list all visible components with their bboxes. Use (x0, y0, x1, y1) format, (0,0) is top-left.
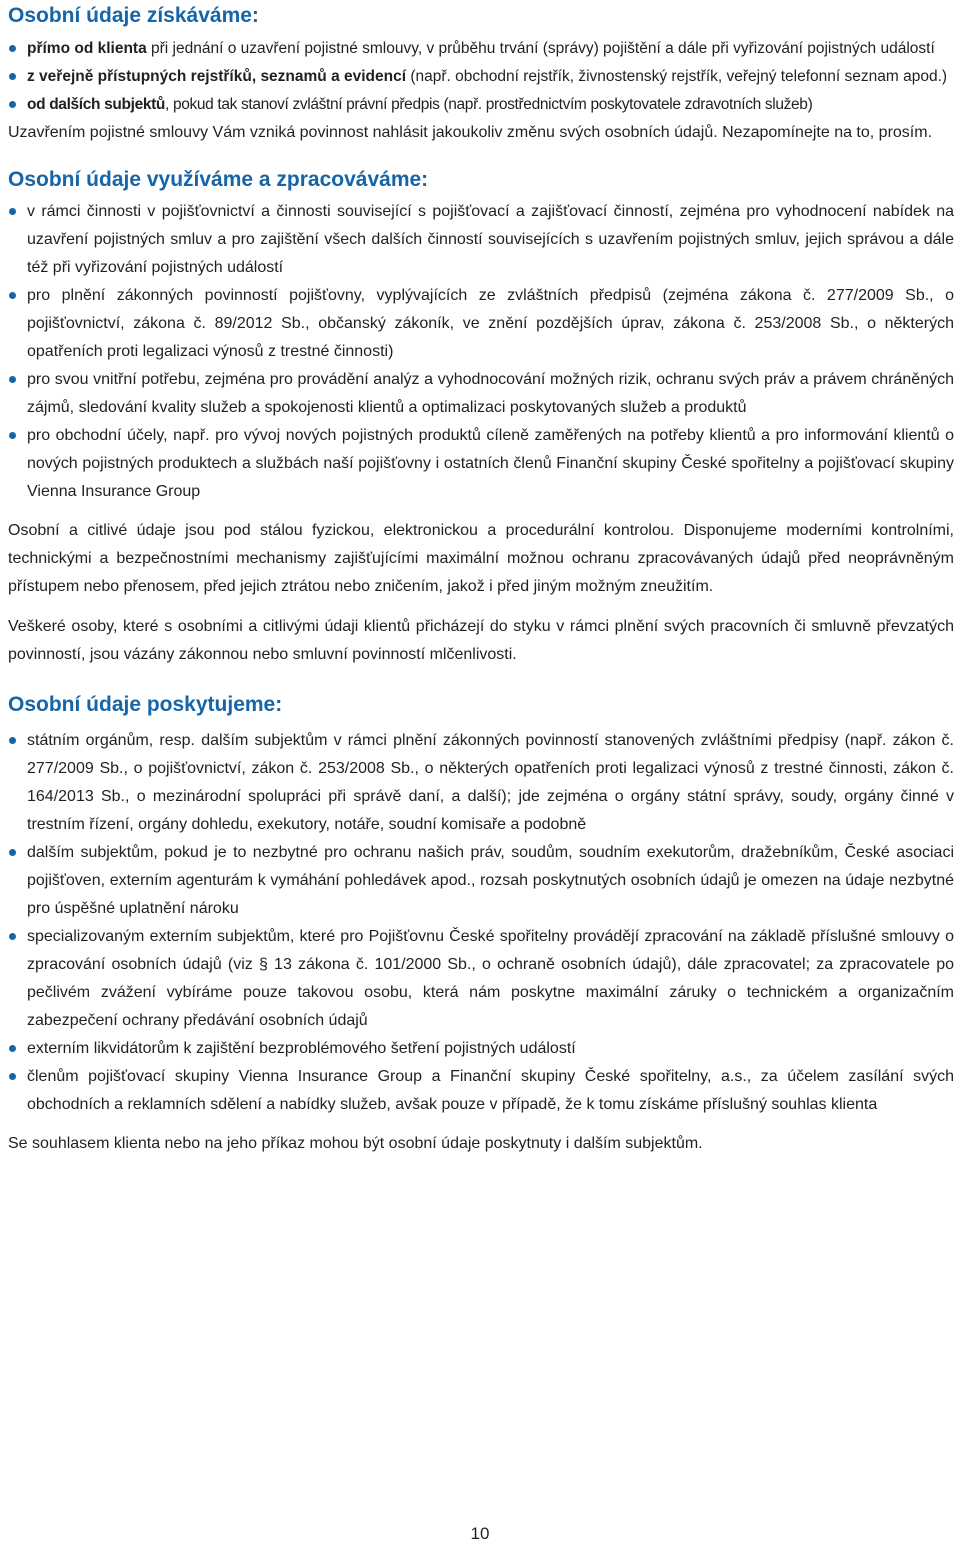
list-item (8, 91, 954, 119)
list-item-text: dalším subjektům, pokud je to nezbytné pro ochranu našich práv, soudům, soudním exekutorům, dražebníkům, České asociaci pojišťoven, externím agenturám k vymáhání pohledávek apod., rozsah poskytnutých osobních údajů je omezen na údaje nezbytné pro úspěšné uplatnění nároku (27, 844, 954, 917)
list-item-text: v rámci činnosti v pojišťovnictví a činnosti související s pojišťovací a zajišťovací činností, zejména pro vyhodnocení nabídek na uzavření pojistných smluv a pro zajištění všech dalších činností souvisejících s uzavřením pojistných smluv, jejich správou a dále též při vyřizování pojistných událostí (27, 203, 954, 276)
confidentiality-paragraph: Veškeré osoby, které s osobními a citlivými údaji klientů přicházejí do styku v rámci plnění svých pracovních či smluvně převzatých povinností, jsou vázány zákonnou nebo smluvní povinností mlčenlivosti. (8, 618, 954, 663)
section-heading-processing: Osobní údaje využíváme a zpracováváme: (8, 168, 429, 191)
list-item-text: specializovaným externím subjektům, které pro Pojišťovnu České spořitelny provádějí zpracování na základě příslušné smlouvy o zpracování osobních údajů (viz § 13 zákona č. 101/2000 Sb., o ochraně osobních údajů), dále zpracovatel; za zpracovatele po pečlivém zvážení vybíráme pouze takovou osobu, která nám poskytne maximální záruky o technickém a organizačním zabezpečení ochrany předávání osobních údajů (27, 928, 954, 1029)
list-item-emphasis: z veřejně přístupných rejstříků, seznamů a evidencí (27, 68, 407, 85)
list-item-text: pro plnění zákonných povinností pojišťovny, vyplývajících ze zvláštních předpisů (zejména zákona č. 277/2009 Sb., o pojišťovnictví, zákona č. 89/2012 Sb., občanský zákoník, ve znění pozdějších úprav, zákona č. 253/2008 Sb., o některých opatřeních proti legalizaci výnosů z trestné činnosti) (27, 287, 954, 360)
update-obligation-note: Uzavřením pojistné smlouvy Vám vzniká povinnost nahlásit jakoukoliv změnu svých osobních údajů. Nezapomínejte na to, prosím. (8, 124, 933, 141)
bullet-icon (9, 45, 16, 52)
page-number: 10 (470, 1524, 490, 1543)
list-item (8, 1063, 954, 1119)
document-page (8, 0, 954, 1158)
disclosure-recipients-list (8, 727, 954, 1119)
list-item (8, 35, 954, 63)
list-item (8, 1035, 954, 1063)
bullet-icon (9, 1045, 16, 1052)
list-item-text: pro obchodní účely, např. pro vývoj nových pojistných produktů cíleně zaměřených na potřeby klientů a pro informování klientů o nových pojistných produktech a službách naší pojišťovny i ostatních členů Finanční skupiny České spořitelny a pojišťovací skupiny Vienna Insurance Group (27, 427, 954, 500)
list-item-text: (např. obchodní rejstřík, živnostenský rejstřík, veřejný telefonní seznam apod.) (406, 68, 948, 85)
list-item-text: při jednání o uzavření pojistné smlouvy, v průběhu trvání (správy) pojištění a dále při vyřizování pojistných událostí (146, 40, 935, 57)
processing-purposes-list (8, 198, 954, 506)
bullet-icon (9, 849, 16, 856)
bullet-icon (9, 73, 16, 80)
consent-paragraph: Se souhlasem klienta nebo na jeho příkaz mohou být osobní údaje poskytnuty i dalším subjektům. (8, 1135, 703, 1152)
list-item (8, 198, 954, 282)
list-item (8, 839, 954, 923)
list-item (8, 727, 954, 839)
list-item (8, 63, 954, 91)
bullet-icon (9, 376, 16, 383)
list-item (8, 366, 954, 422)
list-item-text: , pokud tak stanoví zvláštní právní předpis (např. prostřednictvím poskytovatele zdravotních služeb) (165, 96, 813, 113)
list-item (8, 923, 954, 1035)
bullet-icon (9, 208, 16, 215)
section-heading-disclosure: Osobní údaje poskytujeme: (8, 693, 283, 716)
bullet-icon (9, 1073, 16, 1080)
bullet-icon (9, 933, 16, 940)
bullet-icon (9, 292, 16, 299)
list-item-text: pro svou vnitřní potřebu, zejména pro provádění analýz a vyhodnocování možných rizik, ochranu svých práv a právem chráněných zájmů, sledování kvality služeb a spokojenosti klientů a optimalizaci poskytovaných služeb a produktů (27, 371, 954, 416)
list-item-text: členům pojišťovací skupiny Vienna Insurance Group a Finanční skupiny České spořitelny, a.s., za účelem zasílání svých obchodních a reklamních sdělení a nabídky služeb, avšak pouze v případě, že k tomu získáme příslušný souhlas klienta (27, 1068, 954, 1113)
obtaining-sources-list (8, 35, 954, 119)
list-item (8, 422, 954, 506)
section-heading-obtaining: Osobní údaje získáváme: (8, 4, 259, 27)
security-paragraph: Osobní a citlivé údaje jsou pod stálou fyzickou, elektronickou a procedurální kontrolou. Disponujeme moderními kontrolními, technickými a bezpečnostními mechanismy zajišťujícími maximální možnou ochranu zpracovávaných údajů před neoprávněným přístupem nebo přenosem, před jejich ztrátou nebo zničením, jakož i před jiným možným zneužitím. (8, 522, 954, 595)
list-item-emphasis: od dalších subjektů (27, 96, 166, 113)
list-item-text: externím likvidátorům k zajištění bezproblémového šetření pojistných událostí (27, 1040, 576, 1057)
list-item (8, 282, 954, 366)
list-item-emphasis: přímo od klienta (27, 40, 147, 57)
list-item-text: státním orgánům, resp. dalším subjektům v rámci plnění zákonných povinností stanovených zvláštními předpisy (např. zákon č. 277/2009 Sb., o pojišťovnictví, zákon č. 253/2008 Sb., o některých opatřeních proti legalizaci výnosů z trestné činnosti, zákon č. 164/2013 Sb., o mezinárodní spolupráci při správě daní, a další); jde zejména o orgány státní správy, soudy, orgány činné v trestním řízení, orgány dohledu, exekutory, notáře, soudní komisaře a podobně (27, 732, 954, 833)
bullet-icon (9, 101, 16, 108)
bullet-icon (9, 432, 16, 439)
bullet-icon (9, 737, 16, 744)
